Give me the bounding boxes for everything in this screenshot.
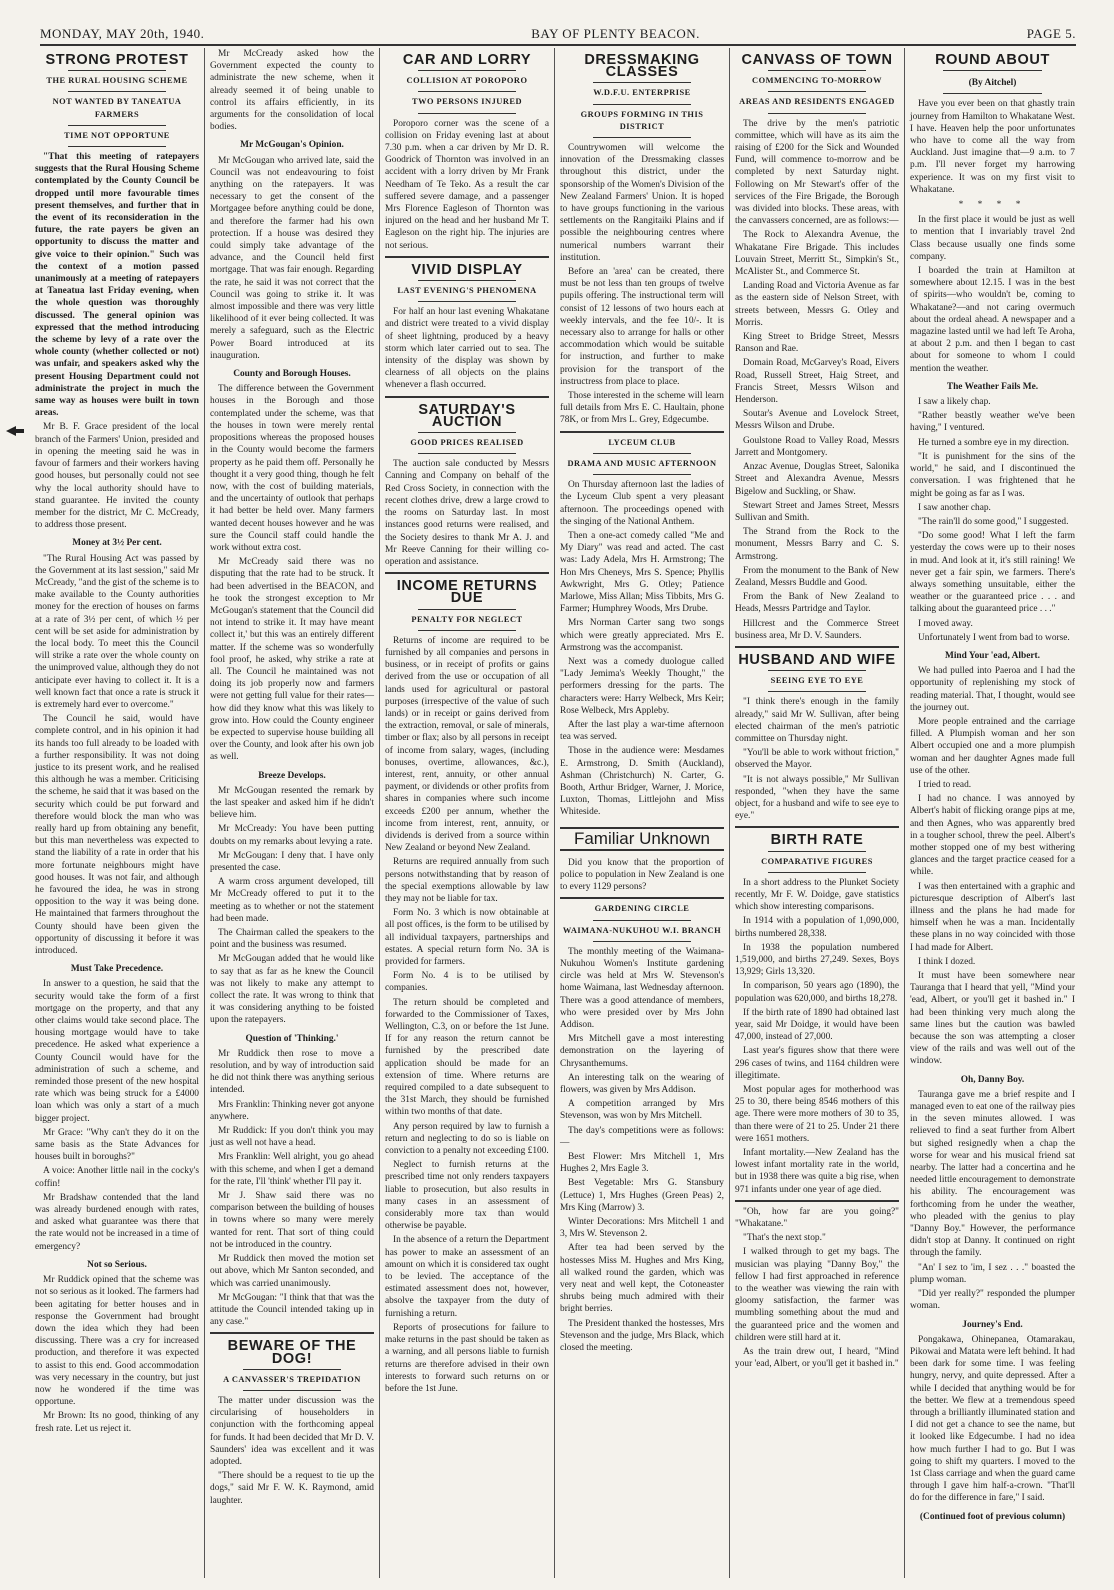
- article-paragraph: Reports of prosecutions for failure to make returns in the past should be taken as a warning, and all persons liable to furnish returns are therefore advised in their own interests to forward such returns on or before the 1st June.: [385, 1322, 549, 1394]
- hand-pointer-icon: [4, 420, 26, 442]
- article-paragraph: "Do some good! What I left the farm yesterday the cows were up to their noses in mud. And look at it, it's still raining! We never get a fair spin, we farmers. There's always something unsuitable, either the weather or the guaranteed price . . . and talking about the guaranteed price . . .": [910, 531, 1075, 615]
- divider: [768, 670, 866, 671]
- article-paragraph: I tried to read.: [918, 779, 972, 790]
- article-paragraph: Tauranga gave me a brief respite and I managed even to eat one of the railway pies in the seven minutes allowed. I was relieved to find a seat further from Albert but sighed resignedly when a chap the worse for wear and his musical friend sat nearby. The latter had a concertina and he needed little encouragement to demonstrate his ability. The encouragement was forthcoming from he under the weather, who pleaded with the genius to play "Danny Boy." However, the performance didn't stop at Danny. It continued on right through the family.: [910, 1089, 1075, 1259]
- article-paragraph: Unfortunately I went from bad to worse.: [918, 632, 1070, 643]
- paper-title: BAY OF PLENTY BEACON.: [531, 26, 700, 41]
- article-subheading: LYCEUM CLUB: [608, 437, 676, 447]
- article-subheading: GARDENING CIRCLE: [594, 904, 690, 914]
- article-headline: SATURDAY'S AUCTION: [418, 401, 516, 430]
- divider: [418, 113, 516, 114]
- article-paragraph: Returns are required annually from such persons notwithstanding that by reason of the special exemptions allowable by law they may not be liable for tax.: [385, 857, 549, 904]
- article-paragraph: Hillcrest and the Commerce Street business area, Mr D. V. Saunders.: [735, 618, 899, 641]
- divider: [418, 630, 516, 631]
- article-paragraph: "Did yer really?" responded the plumper woman.: [910, 1289, 1075, 1312]
- newspaper-columns: [30, 48, 1082, 1578]
- article-paragraph: It must have been somewhere near Tauranga that I heard that yell, "Mind your 'ead, Albert, or you'll get it bashed in." I had been thinking very much along the same lines but the caution was bawled because the son was attempting a closer view of the rails and was well out of the window.: [910, 971, 1075, 1067]
- article-paragraph: Form No. 3 which is now obtainable at all post offices, is the form to be utilised by all individual taxpayers, partnerships and estates. A special return form No. 3A is provided for farmers.: [385, 908, 549, 967]
- article-paragraph: The Chairman called the speakers to the point and the business was resumed.: [210, 928, 374, 951]
- article-subheading: COLLISION AT POROPORO: [406, 76, 528, 86]
- article-paragraph: Best Flower: Mrs Mitchell 1, Mrs Hughes 2, Mrs Eagle 3.: [560, 1152, 724, 1175]
- divider: [243, 1390, 341, 1391]
- article-headline: STRONG PROTEST: [45, 52, 189, 68]
- divider: [418, 91, 516, 92]
- article-paragraph: In answer to a question, he said that the security would take the form of a first mortgage on the property, and that any other claims would take second place. The housing mortgage would have to take precedence. He asked what experience a County Council would have for the administration of such a scheme, and reminded those present of the new hospital rate which was being struck for a £4000 loan which was only a start of a much bigger project.: [35, 979, 199, 1124]
- divider: [943, 93, 1042, 94]
- article-paragraph: Mr McCready said there was no disputing that the rate had to be struck. It had been advertised in the BEACON, and he took the strongest exception to Mr McGougan's statement that the Council did not intend to strike it. It may have meant collect it,' but this was an entirely different matter. If the scheme was so wonderfully fool proof, he asked, why strike a rate at all. The Council he maintained was not doing its job properly now and farmers were not getting full value for their rates—how did they know what this was likely to grow into. How could the County engineer be expected to supervise house building all over the County, and look after his own job as well.: [210, 557, 374, 763]
- article-paragraph: Before an 'area' can be created, there must be not less than ten groups of twelve pupils offering. The instructional term will consist of 12 lessons of two hours each at weekly intervals, and the fee 10/-. It is necessary also to arrange for halls or other accommodation which would be suitable for instruction, and further to make provision for the transport of the instructress from place to place.: [560, 267, 724, 387]
- divider: [560, 431, 724, 433]
- section-subhead: (Continued foot of previous column): [919, 1511, 1066, 1522]
- divider: [768, 691, 866, 692]
- article-paragraph: I saw another chap.: [918, 502, 991, 513]
- divider: [768, 872, 866, 873]
- article-subheading: WAIMANA-NUKUHOU W.I. BRANCH: [562, 925, 722, 935]
- section-subhead: Journey's End.: [962, 1319, 1023, 1330]
- article-headline: ROUND ABOUT: [935, 52, 1050, 68]
- article-subheading: GOOD PRICES REALISED: [410, 438, 524, 448]
- article-paragraph: Mrs Franklin: Thinking never got anyone anywhere.: [210, 1099, 374, 1122]
- article-subheading: LAST EVENING'S PHENOMENA: [397, 286, 537, 296]
- article-paragraph: Mr Bradshaw contended that the land was already burdened enough with rates, and asked what guarantee was there that the rate would not be increased in a time of emergency?: [35, 1192, 199, 1252]
- page-number: PAGE 5.: [1026, 26, 1076, 41]
- article-paragraph: In comparison, 50 years ago (1890), the population was 620,000, and births 18,278.: [735, 981, 899, 1004]
- article-paragraph: I walked through to get my bags. The musician was playing "Danny Boy," the fellow I had first approached in reference to the weather was viewing the rain with gloomy satisfaction, the farmer was mumbling something about the mud and the guaranteed price and the women and children were still hard at it.: [735, 1247, 899, 1343]
- article-headline: HUSBAND AND WIFE: [738, 651, 896, 668]
- divider: [768, 70, 866, 71]
- article-paragraph: Mr Brown: Its no good, thinking of any fresh rate. Let us reject it.: [35, 1411, 199, 1434]
- article-headline: INCOME RETURNS DUE: [396, 578, 538, 607]
- section-subhead: Question of 'Thinking.': [245, 1033, 339, 1044]
- divider: [735, 646, 899, 648]
- divider: [593, 137, 691, 138]
- divider: [768, 851, 866, 852]
- article-paragraph: The auction sale conducted by Messrs Canning and Company on behalf of the Red Cross Society, in connection with the recent clothes drive, drew a large crowd to the rooms on Saturday last. In most instances good returns were realised, and the Society desires to thank Mr A. J. and Mr Reeve Canning for their willing co-operation and assistance.: [385, 459, 549, 567]
- article-headline: BEWARE OF THE DOG!: [227, 1338, 357, 1367]
- article-paragraph: Pongakawa, Ohinepanea, Otamarakau, Pikowai and Matata were left behind. It had been dark for some time. I was feeling hungry, nervy, and quite depressed. After a while I decided that anything would be for the better. We flew at a tremendous speed through a brilliantly illuminated station and I did not get a chance to see the name, but it looked like Edgecumbe. I had no idea how much further I had to go. But I was going to shift my quarters. I moved to the 1st Class carriage and when the guard came through I gave him half-a-crown. "That'll do for the difference in fare," I said.: [910, 1334, 1075, 1504]
- column-5: [730, 48, 905, 1578]
- divider: [418, 70, 516, 71]
- article-paragraph: Mr McGougan who arrived late, said the Council was not endeavouring to foist anything on the ratepayers. It was necessary to get the consent of the Mortgagee before anything could be done, and therefore the farmer had his own protection. If a house was desired they could simply take advantage of the advance, and the Council held first mortgage. That was fair enough. Regarding the rate, he said it was not correct that the Council was going to strike it. It was almost impossible and there was very little likelihood of it ever being collected. It was merely a safeguard, such as the Electric Power Board introduced at its inauguration.: [210, 155, 374, 361]
- article-paragraph: Countrywomen will welcome the innovation of the Dressmaking classes throughout this district, under the sponsorship of the Women's Division of the New Zealand Farmers' Union. It is hoped to have groups functioning in the various settlements on the Rangitaiki Plains and if possible the neighbouring centres where numerical numbers warrant their institution.: [560, 143, 724, 263]
- article-paragraph: Mrs Franklin: Well alright, you go ahead with this scheme, and when I get a demand for the rate, I'll 'think' whether I'll pay it.: [210, 1152, 374, 1187]
- divider: [385, 256, 549, 258]
- article-subheading: W.D.F.U. ENTERPRISE: [593, 88, 691, 98]
- article-paragraph: Mr Ruddick then moved the motion set out above, which Mr Santon seconded, and which was carried unanimously.: [210, 1254, 374, 1289]
- section-subhead: County and Borough Houses.: [233, 369, 351, 380]
- article-subheading: TWO PERSONS INJURED: [411, 97, 523, 107]
- article-paragraph: Mr McGougan: I deny that. I have only presented the case.: [210, 850, 374, 873]
- article-paragraph: From the monument to the Bank of New Zealand, Messrs Buddle and Good.: [735, 565, 899, 588]
- article-headline: DRESSMAKING CLASSES: [584, 52, 700, 81]
- article-paragraph: I boarded the train at Hamilton at somewhere about 12.15. I was in the best of spirits—who wouldn't be, coming to Whakatane?—and not caring overmuch about the ordeal ahead. A newspaper and a magazine lasted until we had left Te Aroha, at about 2 p.m. and then I began to cast about for someone to whom I could mention the weather.: [910, 266, 1075, 374]
- article-paragraph: "You'll be able to work without friction," observed the Mayor.: [735, 748, 899, 771]
- article-paragraph: I moved away.: [918, 618, 973, 629]
- article-paragraph: A competition arranged by Mrs Stevenson, was won by Mrs Mitchell.: [560, 1099, 724, 1122]
- divider: [593, 474, 691, 475]
- article-paragraph: If the birth rate of 1890 had obtained last year, said Mr Doidge, it would have been 47,000, instead of 27,000.: [735, 1007, 899, 1043]
- article-paragraph: Stewart Street and James Street, Messrs Sullivan and Smith.: [735, 500, 899, 523]
- article-paragraph: The drive by the men's patriotic committee, which will have as its aim the raising of £200 for the Sick and Wounded Fund, will commence to-morrow and be completed by next Saturday night. Following on Mr Stewart's offer of the services of the Fire Brigade, the Borough was divided into blocks. These areas, with the canvassers concerned, are as follows:—: [735, 118, 899, 227]
- divider: [768, 91, 866, 92]
- article-paragraph: Soutar's Avenue and Lovelock Street, Messrs Wilson and Drube.: [735, 409, 899, 432]
- article-paragraph: Neglect to furnish returns at the prescribed time not only renders taxpayers liable to prosecution, but also results in many cases in an assessment of considerably more tax than would otherwise be payable.: [385, 1160, 549, 1232]
- article-subheading: COMMENCING TO-MORROW: [752, 76, 882, 86]
- divider: [593, 104, 691, 105]
- article-paragraph: More people entrained and the carriage filled. A Plumpish woman and her son Albert occupied one and a more plumpish woman and her daughter Agnes made full use of the other.: [910, 716, 1075, 776]
- article-paragraph: Anzac Avenue, Douglas Street, Salonika Street and Alexandra Avenue, Messrs Bigelow and Suckling, or Shaw.: [735, 462, 899, 497]
- article-headline: VIVID DISPLAY: [411, 261, 523, 278]
- article-paragraph: The Strand from the Rock to the monument, Messrs Barry and C. S. Armstrong.: [735, 527, 899, 562]
- divider: [593, 82, 691, 83]
- article-paragraph: Returns of income are required to be furnished by all companies and persons in business, or in receipt of profits or gains derived from the use or occupation of all lands used for agricultural or pastoral purposes (irrespective of the value of such lands) or in receipt or gains derived from the extraction, removal, or sale of minerals, timber or flax; also by all persons in receipt of income from salary, wages, (including bonuses, overtime, allowances, &c.), interest, rent, annuity, or other annual payment, or dividends or other profits from shares in companies where such income exceeds £200 per annum, whether the income from interest, rent, annuity, or dividends is derived from a source within New Zealand or beyond New Zealand.: [385, 635, 549, 854]
- article-paragraph: Did you know that the proportion of police to population in New Zealand is one to every 1129 persons?: [560, 857, 724, 893]
- article-paragraph: Mr J. Shaw said there was no comparison between the building of houses in towns where so many were merely wanted for rent. That sort of thing could not be introduced in the country.: [210, 1191, 374, 1250]
- divider: [593, 941, 691, 942]
- divider: [418, 280, 516, 281]
- section-break: * * * *: [958, 200, 1027, 211]
- issue-date: MONDAY, MAY 20th, 1940.: [40, 26, 205, 41]
- article-paragraph: Mr McGougan resented the remark by the last speaker and asked him if he didn't believe him.: [210, 785, 374, 821]
- article-paragraph: After the last play a war-time afternoon tea was served.: [560, 719, 724, 743]
- article-paragraph: We had pulled into Paeroa and I had the opportunity of replenishing my stock of reading material. That, I thought, would see the journey out.: [910, 666, 1075, 713]
- article-paragraph: An interesting talk on the wearing of flowers, was given by Mrs Addison.: [560, 1072, 724, 1096]
- divider: [418, 453, 516, 454]
- article-paragraph: I was then entertained with a graphic and picturesque description of Albert's last illness and the plans he had made for himself when he was a man. Incidentally these plans in no way coincided with those I had made for Albert.: [910, 881, 1075, 953]
- article-paragraph: Mr Ruddick opined that the scheme was not so serious as it looked. The farmers had been agitating for better houses and in response the Government had brought down the idea which they had been discussing. There was a cry for increased production, and therefore it was expected to assist to this end. Good accommodation was very necessary in the country, but just now he wondered if the time was opportune.: [35, 1275, 199, 1408]
- article-paragraph: Best Vegetable: Mrs G. Stansbury (Lettuce) 1, Mrs Hughes (Green Peas) 2, Mrs King (Marrow) 3.: [560, 1178, 724, 1213]
- column-2: [205, 48, 380, 1578]
- column-3: [380, 48, 555, 1578]
- article-paragraph: Mr McCready: You have been putting doubts on my remarks about levying a rate.: [210, 824, 374, 847]
- article-paragraph: Form No. 4 is to be utilised by companies.: [385, 971, 549, 994]
- article-headline: CANVASS OF TOWN: [741, 52, 893, 68]
- article-paragraph: Goulstone Road to Valley Road, Messrs Jarrett and Montgomery.: [735, 435, 899, 458]
- article-paragraph: Mr B. F. Grace president of the local branch of the Farmers' Union, presided and in opening the meeting said he was in favour of farmers and their workers having good houses, but personally could not see why the local authority should have to stand guarantee. He invited the county member for the district, Mr C. McCready, to address those present.: [35, 422, 199, 531]
- article-subheading: PENALTY FOR NEGLECT: [411, 614, 523, 624]
- column-4: [555, 48, 730, 1578]
- divider: [418, 609, 516, 610]
- article-paragraph: Any person required by law to furnish a return and neglecting to do so is liable on conviction to a penalty not exceeding £100.: [385, 1121, 549, 1157]
- article-subheading: GROUPS FORMING IN THIS DISTRICT: [580, 109, 704, 131]
- divider: [593, 453, 691, 454]
- divider: [385, 572, 549, 574]
- article-paragraph: "It is punishment for the sins of the world," he said, and I discontinued the conversation. I was frightened that he might be going as far as I was.: [910, 451, 1075, 499]
- article-paragraph: I think I dozed.: [918, 956, 976, 967]
- article-paragraph: As the train drew out, I heard, "Mind your 'ead, Albert, or you'll get it bashed in.": [735, 1347, 899, 1370]
- article-paragraph: "The rain'll do some good," I suggested.: [918, 516, 1069, 527]
- article-paragraph: Then a one-act comedy called "Me and My Diary" was read and acted. The cast was: Lady Adela, Mrs H. Armstrong; The Hon Mrs Cheneys, Mrs S. Spence; Phyllis Awkwright, Mrs G. Otley; Patience Marlowe, Miss Allan; Miss Tibbits, Mrs G. Farmer; Humphrey Woods, Mrs Drube.: [560, 530, 724, 615]
- article-paragraph: Mr McGougan: "I think that that was the attitude the Council intended taking up in any case.": [210, 1292, 374, 1328]
- section-subhead: Breeze Develops.: [258, 770, 326, 781]
- article-paragraph: The Council he said, would have complete control, and in his opinion it had its hands too full already to be loaded with a further responsibility. It was not doing justice to its present work, and he realised this although he was a member. Criticising the scheme, he said that it was based on the security which could be put forward and therefore would block the man who was really hard up from obtaining any benefit, but this man nevertheless was expected to stand the liability of a rate in order that his more fortunate neighbours might have good houses. It was not fair, and although he favoured the idea, he was in strong opposition to the way it was being done. He maintained that farmers throughout the County should have been given the opportunity of discussing it before it was introduced.: [35, 714, 199, 957]
- article-paragraph: Next was a comedy duologue called "Lady Jemima's Weekly Thought," the performers dressing for the parts. The characters were: Harry Welbeck, Mrs Keir; Rose Welbeck, Mrs Appleby.: [560, 656, 724, 716]
- article-paragraph: "That's the next stop.": [743, 1233, 826, 1244]
- section-subhead: The Weather Fails Me.: [946, 381, 1039, 392]
- article-paragraph: Mrs Mitchell gave a most interesting demonstration on the layering of Chrysanthemums.: [560, 1034, 724, 1069]
- article-paragraph: Have you ever been on that ghastly train journey from Hamilton to Whakatane West. I have. Heaven help the poor unfortunates who have to come all the way from Auckland. Just imagine that—9 a.m. to 7 p.m. I'll never forget my harrowing experience. It was on my first visit to Whakatane.: [910, 99, 1075, 195]
- article-paragraph: On Thursday afternoon last the ladies of the Lyceum Club spent a very pleasant afternoon. The proceedings opened with the singing of the National Anthem.: [560, 480, 724, 527]
- article-headline: CAR AND LORRY: [402, 52, 532, 68]
- article-paragraph: From the Bank of New Zealand to Heads, Messrs Partridge and Taylor.: [735, 592, 899, 615]
- section-subhead: Mind Your 'ead, Albert.: [944, 650, 1041, 661]
- article-paragraph: Infant mortality.—New Zealand has the lowest infant mortality rate in the world, but in 1938 there was quite a big rise, when 971 infants under one year of age died.: [735, 1148, 899, 1195]
- column-6: [905, 48, 1080, 1578]
- section-subhead: Money at 3½ Per cent.: [72, 538, 162, 549]
- section-subhead: Must Take Precedence.: [70, 964, 164, 975]
- article-paragraph: The matter under discussion was the circularising of householders in conjunction with the forthcoming appeal for funds. It had been decided that Mr D. V. Saunders' idea was excellent and it was adopted.: [210, 1395, 374, 1467]
- article-paragraph: Poroporo corner was the scene of a collision on Friday evening last at about 7.30 p.m. when a car driven by Mr D. R. Goodrick of Thornton was involved in an accident with a lorry driven by Mr Frank Needham of Te Teko. As a result the car suffered severe damage, and a passenger Mrs Florence Eagleson of Thornton was injured on the head and her husband Mr T. Eagleson on the right hip. The injuries are not serious.: [385, 118, 549, 251]
- article-paragraph: The day's competitions were as follows:—: [560, 1125, 724, 1148]
- article-headline: BIRTH RATE: [770, 832, 864, 849]
- article-paragraph: Mrs Norman Carter sang two songs which were greatly appreciated. Mrs E. Armstrong was the accompanist.: [560, 618, 724, 653]
- article-paragraph: "The Rural Housing Act was passed by the Government at its last session," said Mr McCready, "and the gist of the scheme is to make available to the County authorities money for the erection of houses on farms at a rate of 3½ per cent, of which ½ per cent will be set aside for administration by the local body. To meet this the Council will strike a rate over the whole county on the unimproved value, although they do not anticipate ever having to collect it. It is a well known fact that once a rate is struck it is extremely hard ever to overcome.": [35, 553, 199, 710]
- article-subheading: TIME NOT OPPORTUNE: [64, 130, 170, 140]
- article-paragraph: Those interested in the scheme will learn full details from Mrs E. C. Haultain, phone 78K, or from Mrs L. Grey, Edgecumbe.: [560, 391, 724, 426]
- divider: [593, 920, 691, 921]
- masthead: [40, 24, 1076, 46]
- article-paragraph: Mr Ruddick: If you don't think you may just as well not have a head.: [210, 1126, 374, 1149]
- article-paragraph: I saw a likely chap.: [918, 397, 991, 408]
- divider: [418, 432, 516, 433]
- divider: [735, 1200, 899, 1202]
- article-paragraph: After tea had been served by the hostesses Miss M. Hughes and Mrs King, all walked round the garden, which was very neat and well kept, the Cotoneaster shrubs being much admired with their bright berries.: [560, 1243, 724, 1315]
- article-paragraph: "Rather beastly weather we've been having," I ventured.: [910, 411, 1075, 434]
- article-paragraph: In 1914 with a population of 1,090,000, births numbered 28,338.: [735, 916, 899, 939]
- article-paragraph: The Rock to Alexandra Avenue, the Whakatane Fire Brigade. This includes Louvain Street, Merritt St., Simpkin's St., McAlister St., and Commerce St.: [735, 230, 899, 278]
- article-paragraph: The return should be completed and forwarded to the Commissioner of Taxes, Wellington, C.3, on or before the 1st June. If for any reason the return cannot be furnished by the prescribed date application should be made for an extension of time. Where returns are required compiled to a date subsequent to the 31st March, they should be furnished within two months of that date.: [385, 997, 549, 1118]
- article-paragraph: Those in the audience were: Mesdames E. Armstrong, D. Smith (Auckland), Ashman (Christchurch) N. Carter, G. Booth, Arthur Bridger, Warner, J. Morice, Luxton, Thomas, Littlejohn and Miss Whiteside.: [560, 746, 724, 818]
- article-paragraph: A warm cross argument developed, till Mr McCready offered to put it to the meeting as to whether or not the statement had been made.: [210, 877, 374, 924]
- article-paragraph: Last year's figures show that there were 296 cases of twins, and 1164 children were illegitimate.: [735, 1046, 899, 1081]
- article-paragraph: Landing Road and Victoria Avenue as far as the eastern side of Nelson Street, with streets between, Messrs G. Otley and Morris.: [735, 281, 899, 328]
- divider: [418, 301, 516, 302]
- article-paragraph: A voice: Another little nail in the cocky's coffin!: [35, 1166, 199, 1189]
- article-paragraph: Domain Road, McGarvey's Road, Eivers Road, Russell Street, Haig Street, and Francis Street, Messrs Wilson and Henderson.: [735, 358, 899, 406]
- divider: [68, 91, 166, 92]
- article-paragraph: King Street to Bridge Street, Messrs Ranson and Rae.: [735, 332, 899, 355]
- feature-headline: Familiar Unknown: [560, 827, 724, 851]
- article-paragraph: In 1938 the population numbered 1,519,000, and births 27,249. Sexes, Boys 13,929; Girls 13,320.: [735, 942, 899, 978]
- article-subheading: COMPARATIVE FIGURES: [761, 856, 873, 866]
- article-paragraph: The President thanked the hostesses, Mrs Stevenson and the judge, Mrs Black, which closed the meeting.: [560, 1318, 724, 1354]
- article-paragraph: In a short address to the Plunket Society recently, Mr F. W. Doidge, gave statistics which show interesting comparisons.: [735, 877, 899, 913]
- article-subheading: THE RURAL HOUSING SCHEME: [46, 76, 188, 86]
- article-paragraph: "An' I sez to 'im, I sez . . ." boasted the plump woman.: [910, 1262, 1075, 1285]
- divider: [943, 70, 1042, 71]
- article-paragraph: For half an hour last evening Whakatane and district were treated to a vivid display of sheet lightning, produced by a heavy storm which later carried out to sea. The intensity of the display was shown by clearness of all objects on the plains whenever a flash occurred.: [385, 307, 549, 391]
- column-1: [30, 48, 205, 1578]
- divider: [768, 113, 866, 114]
- article-paragraph: The difference between the Government houses in the Borough and those contemplated under the scheme, was that the houses in town were merely rental propositions whereas the proposed houses in the County would become the farmers property as he paid them off. Personally he thought it a very good thing, though he felt now, with the cost of building materials, and the uncertainty of outlook that perhaps it had better be held over. Many farmers wanted decent houses however and he was sure the Council staff could handle the work without extra cost.: [210, 384, 374, 553]
- article-paragraph: Mr Ruddick then rose to move a resolution, and by way of introduction said he did not think there was anything serious intended.: [210, 1048, 374, 1096]
- article-paragraph: "There should be a request to tie up the dogs," said Mr F. W. K. Raymond, amid laughter.: [210, 1471, 374, 1506]
- article-paragraph: Mr Grace: "Why can't they do it on the same basis as the State Advances for houses built in boroughs?": [35, 1127, 199, 1163]
- divider: [735, 826, 899, 828]
- article-paragraph: He turned a sombre eye in my direction.: [918, 437, 1069, 448]
- lead-paragraph: "That this meeting of ratepayers suggests that the Rural Housing Scheme contemplated by the County Council be dropped until more favourable times present themselves, and further that in the event of its reconsideration in the future, the rate payers be given an opportunity to discuss the matter and give voice to their opinion." Such was the context of a motion passed unanimously at a meeting of ratepayers at Taneatua last Friday evening, when the whole question was thoroughly discussed. The general opinion was expressed that the method introducing the scheme by levy of a rate over the whole county (whether collected or not) was unfair, and speakers asked why the present Housing Department could not administrate the project in much the same way as houses were built in town areas.: [35, 152, 199, 419]
- section-subhead: Mr McGougan's Opinion.: [240, 140, 344, 151]
- article-paragraph: In the absence of a return the Department has power to make an assessment of an amount on which it is considered tax ought to be levied. The acceptance of the estimated assessment does not, however, absolve the taxpayer from the duty of furnishing a return.: [385, 1235, 549, 1319]
- section-subhead: Oh, Danny Boy.: [960, 1074, 1025, 1085]
- article-paragraph: "Oh, how far are you going?" "Whakatane.": [735, 1206, 899, 1230]
- article-subheading: AREAS AND RESIDENTS ENGAGED: [739, 97, 895, 107]
- divider: [68, 146, 166, 147]
- article-paragraph: I had no chance. I was annoyed by Albert's habit of flicking orange pips at me, and then Agnes, who was apparently bred in a tougher school, threw the peel. Albert's mother stopped one of my best withering glances and the target practice ceased for a while.: [910, 794, 1075, 878]
- article-subheading: SEEING EYE TO EYE: [770, 676, 864, 686]
- article-paragraph: Mr McCready asked how the Government expected the county to administrate the new scheme, when it already seemed it of being unable to control its affairs efficiently, in its arguments for the consolidation of local bodies.: [210, 49, 374, 133]
- article-paragraph: "I think there's enough in the family already," said Mr W. Sullivan, after being elected chairman of the men's patriotic committee on Thursday night.: [735, 697, 899, 744]
- section-subhead: Not so Serious.: [87, 1259, 147, 1270]
- article-paragraph: Winter Decorations: Mrs Mitchell 1 and 3, Mrs W. Stevenson 2.: [560, 1217, 724, 1240]
- divider: [210, 1332, 374, 1334]
- divider: [68, 70, 166, 71]
- divider: [560, 897, 724, 899]
- article-paragraph: The monthly meeting of the Waimana-Nukuhou Women's Institute gardening circle was held at Mrs W. Stevenson's home Waimana, last Wednesday afternoon. There was a good attendance of members, who were presided over by Mrs John Addison.: [560, 946, 724, 1031]
- article-subheading: DRAMA AND MUSIC AFTERNOON: [567, 458, 717, 468]
- article-subheading: A CANVASSER'S TREPIDATION: [223, 1374, 361, 1384]
- article-paragraph: In the first place it would be just as well to mention that I invariably travel 2nd Class because usually one finds some company.: [910, 215, 1075, 262]
- article-paragraph: Most popular ages for motherhood was 25 to 30, there being 8546 mothers of this age. There were more mothers of 30 to 35, than there were of 21 to 25. Under 21 there were 1651 mothers.: [735, 1085, 899, 1144]
- divider: [243, 1369, 341, 1370]
- divider: [385, 396, 549, 398]
- divider: [68, 125, 166, 126]
- article-subheading: NOT WANTED BY TANEATUA FARMERS: [52, 97, 182, 119]
- section-subhead: (By Aitchel): [968, 78, 1017, 89]
- article-paragraph: Mr McGougan added that he would like to say that as far as he knew the Council was not likely to make any attempt to collect the rate. It was wrong to think that it was considering anything to be foisted upon the ratepayers.: [210, 954, 374, 1026]
- article-paragraph: "It is not always possible," Mr Sullivan responded, "when they have the same object, for a husband and wife to see eye to eye.": [735, 774, 899, 822]
